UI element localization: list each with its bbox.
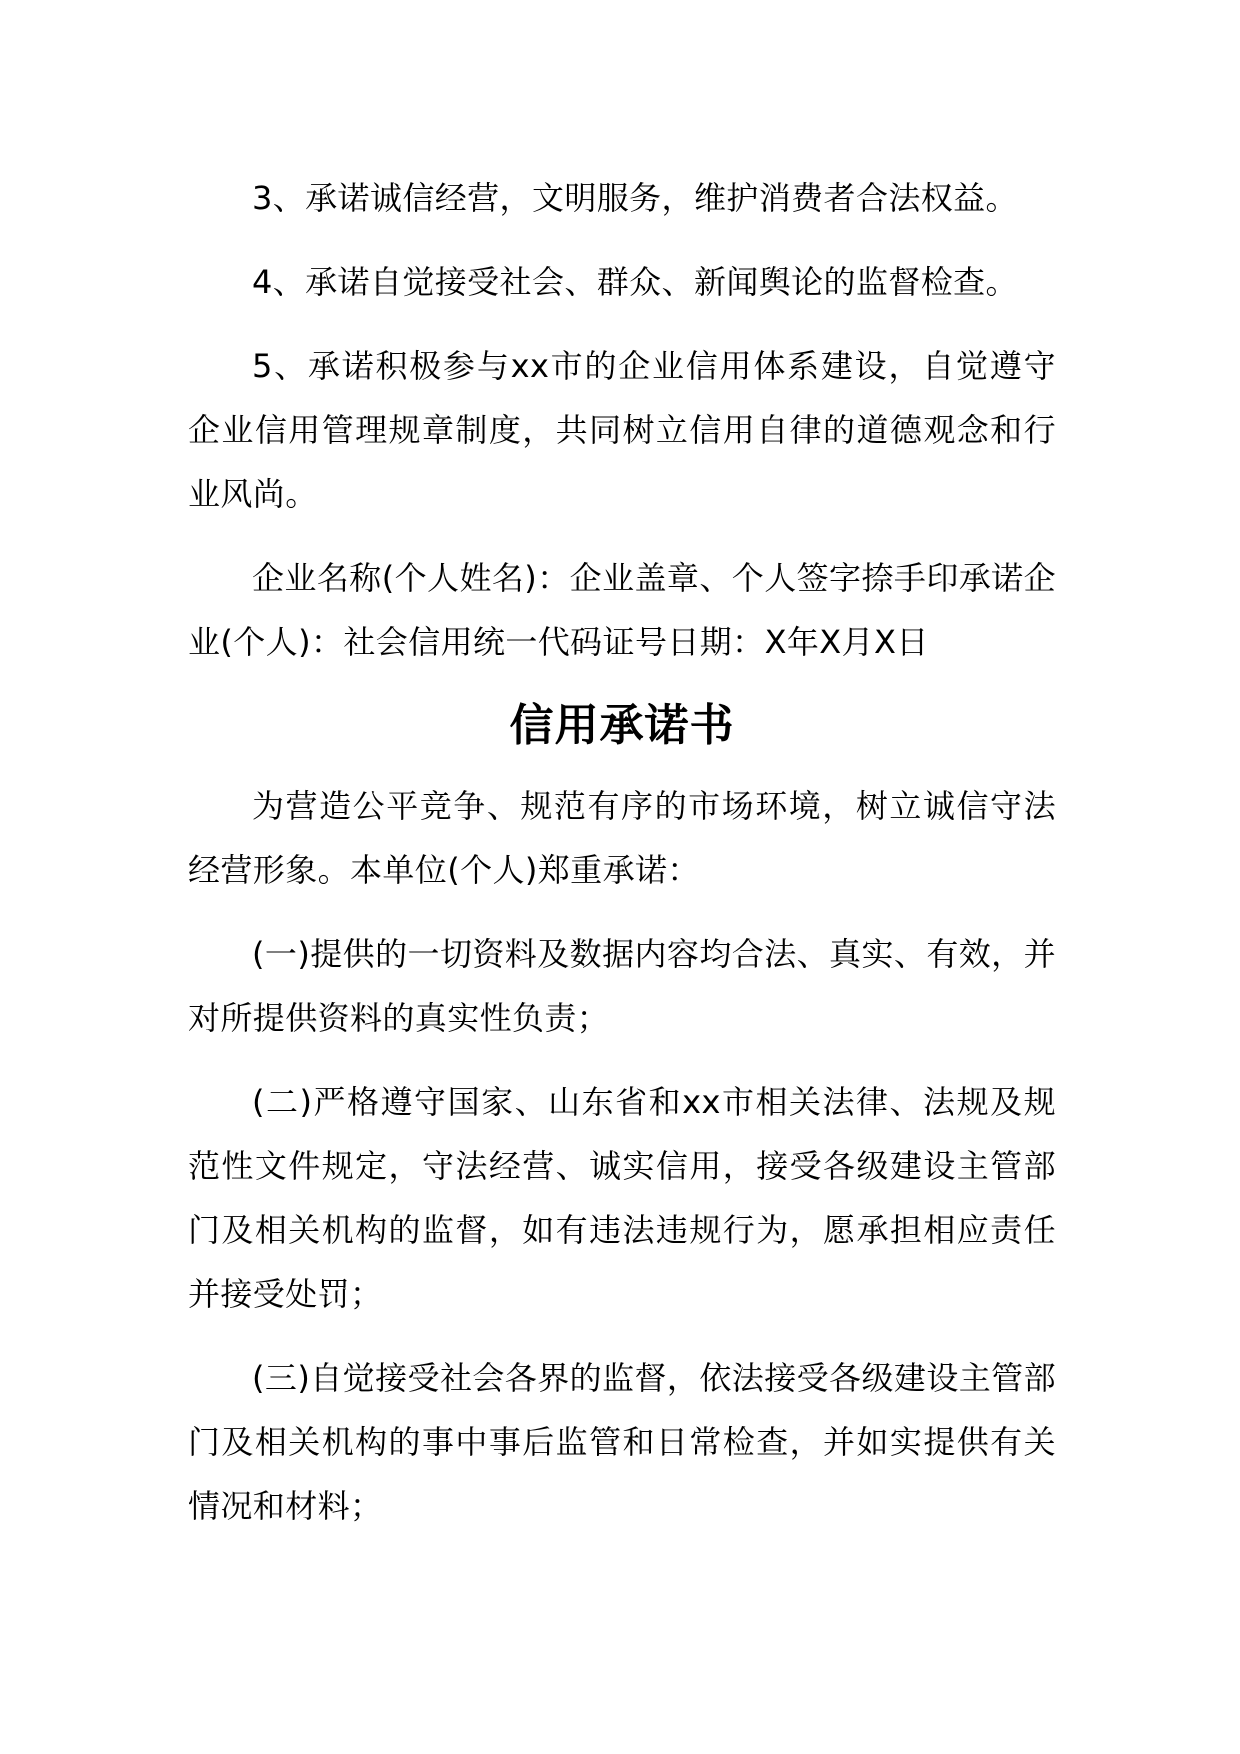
- paragraph-signature-line: 企业名称(个人姓名)：企业盖章、个人签字捺手印承诺企业(个人)：社会信用统一代码证号日期：X年X月X日: [188, 559, 1056, 661]
- document-title: 信用承诺书: [509, 700, 735, 751]
- paragraph-commitment-4: 4、承诺自觉接受社会、群众、新闻舆论的监督检查。: [252, 263, 1018, 301]
- paragraph-item-1: (一)提供的一切资料及数据内容均合法、真实、有效，并对所提供资料的真实性负责；: [188, 935, 1056, 1037]
- paragraph-commitment-5: 5、承诺积极参与xx市的企业信用体系建设，自觉遵守企业信用管理规章制度，共同树立信用自律的道德观念和行业风尚。: [188, 347, 1056, 513]
- paragraph-commitment-3: 3、承诺诚信经营，文明服务，维护消费者合法权益。: [252, 179, 1018, 217]
- paragraph-item-3: (三)自觉接受社会各界的监督，依法接受各级建设主管部门及相关机构的事中事后监管和日常检查，并如实提供有关情况和材料；: [188, 1359, 1056, 1525]
- paragraph-item-2: (二)严格遵守国家、山东省和xx市相关法律、法规及规范性文件规定，守法经营、诚实信用，接受各级建设主管部门及相关机构的监督，如有违法违规行为，愿承担相应责任并接受处罚；: [188, 1083, 1056, 1313]
- paragraph-intro: 为营造公平竞争、规范有序的市场环境，树立诚信守法经营形象。本单位(个人)郑重承诺：: [188, 787, 1056, 889]
- document-body: [188, 166, 1056, 1558]
